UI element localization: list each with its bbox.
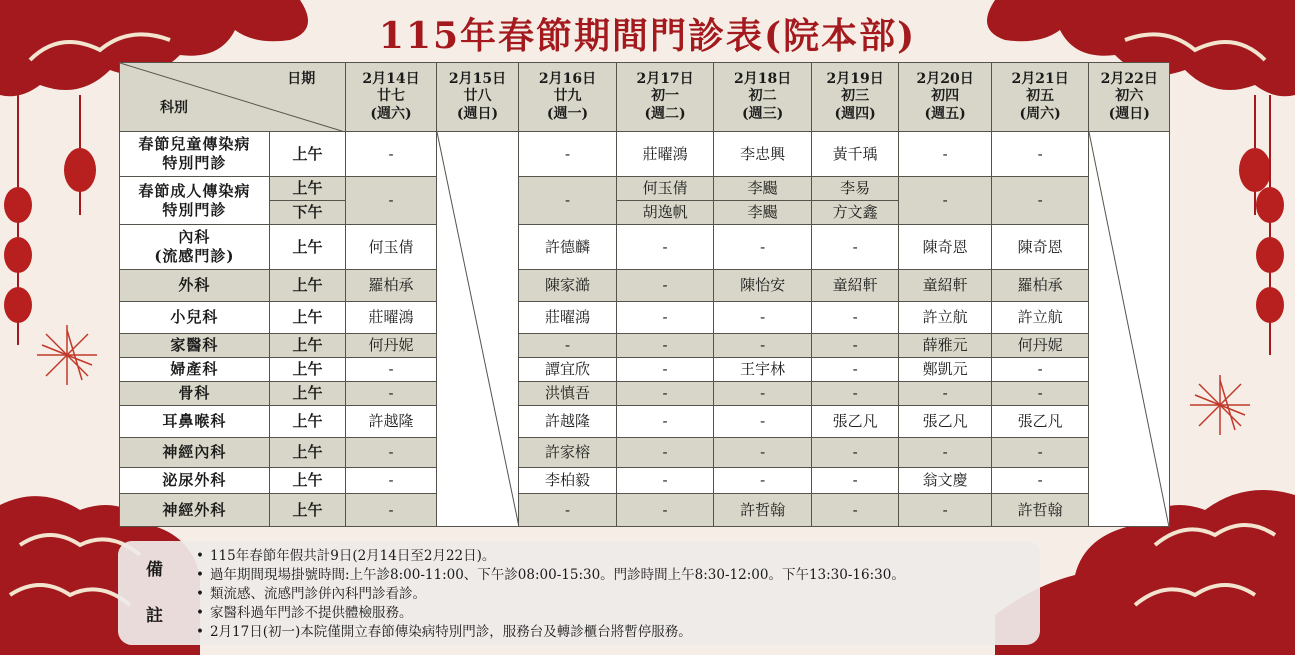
- slot-cell: 上午: [269, 132, 345, 177]
- schedule-cell: -: [899, 382, 992, 406]
- schedule-cell: -: [616, 358, 714, 382]
- schedule-cell: -: [899, 494, 992, 527]
- schedule-cell: 王宇林: [714, 358, 812, 382]
- schedule-cell: -: [519, 494, 617, 527]
- notes-heading-bottom: 註: [146, 606, 163, 626]
- slot-cell: 上午: [269, 468, 345, 494]
- schedule-cell: 何玉倩: [346, 225, 437, 270]
- schedule-cell: 鄭凱元: [899, 358, 992, 382]
- schedule-cell: 陳家澔: [519, 270, 617, 302]
- schedule-cell: 許家榕: [519, 438, 617, 468]
- schedule-cell: -: [811, 302, 898, 334]
- schedule-cell: -: [616, 382, 714, 406]
- day-header-0222: 2月22日 初六 (週日): [1089, 63, 1170, 132]
- note-item: • 類流感、流感門診併內科門診看診。: [196, 585, 905, 604]
- dept-child-infectious: 春節兒童傳染病 特別門診: [120, 132, 270, 177]
- schedule-cell: -: [714, 225, 812, 270]
- firework-icon: [1185, 370, 1255, 440]
- dept-pediatrics: 小兒科: [120, 302, 270, 334]
- note-item: • 2月17日(初一)本院僅開立春節傳染病特別門診，服務台及轉診櫃台將暫停服務。: [196, 623, 905, 642]
- firework-icon: [32, 320, 102, 390]
- schedule-cell: 莊曜鴻: [616, 132, 714, 177]
- schedule-cell: 許立航: [899, 302, 992, 334]
- schedule-cell: 方文鑫: [811, 201, 898, 225]
- schedule-cell: 翁文慶: [899, 468, 992, 494]
- dept-obgyn: 婦產科: [120, 358, 270, 382]
- slot-cell: 上午: [269, 494, 345, 527]
- schedule-cell: -: [519, 177, 617, 225]
- slot-cell: 上午: [269, 334, 345, 358]
- schedule-cell: 胡逸帆: [616, 201, 714, 225]
- schedule-cell: -: [991, 438, 1089, 468]
- slot-cell: 上午: [269, 382, 345, 406]
- page-title: 115年春節期間門診表(院本部): [378, 15, 917, 57]
- schedule-cell: -: [811, 358, 898, 382]
- slot-cell: 上午: [269, 270, 345, 302]
- schedule-cell: 童紹軒: [899, 270, 992, 302]
- schedule-cell: -: [714, 382, 812, 406]
- schedule-cell: 何丹妮: [991, 334, 1089, 358]
- schedule-cell: 許哲翰: [714, 494, 812, 527]
- schedule-cell: 莊曜鴻: [519, 302, 617, 334]
- schedule-cell: 羅柏承: [991, 270, 1089, 302]
- schedule-cell: -: [616, 406, 714, 438]
- schedule-cell: 陳怡安: [714, 270, 812, 302]
- slot-cell: 上午: [269, 358, 345, 382]
- schedule-cell: -: [616, 334, 714, 358]
- note-item: • 115年春節年假共計9日(2月14日至2月22日)。: [196, 547, 905, 566]
- schedule-cell: -: [811, 468, 898, 494]
- clinic-schedule-table: [119, 62, 1170, 527]
- dept-ent: 耳鼻喉科: [120, 406, 270, 438]
- schedule-cell: -: [519, 132, 617, 177]
- schedule-cell: -: [346, 132, 437, 177]
- lantern-decoration-left: [0, 95, 110, 355]
- schedule-cell: -: [811, 438, 898, 468]
- schedule-cell: -: [811, 225, 898, 270]
- schedule-cell: -: [346, 382, 437, 406]
- schedule-cell: -: [811, 334, 898, 358]
- notes-list: [196, 547, 905, 642]
- schedule-cell: -: [811, 382, 898, 406]
- schedule-cell: -: [991, 468, 1089, 494]
- schedule-cell: -: [616, 302, 714, 334]
- schedule-cell: -: [714, 302, 812, 334]
- slot-cell: 上午: [269, 225, 345, 270]
- dept-neurosurgery: 神經外科: [120, 494, 270, 527]
- slot-cell: 上午: [269, 177, 345, 201]
- schedule-cell: 羅柏承: [346, 270, 437, 302]
- schedule-cell: -: [899, 177, 992, 225]
- schedule-cell: 李柏毅: [519, 468, 617, 494]
- schedule-cell: -: [346, 468, 437, 494]
- schedule-cell: -: [346, 494, 437, 527]
- schedule-cell: 莊曜鴻: [346, 302, 437, 334]
- note-item: • 家醫科過年門診不提供體檢服務。: [196, 604, 905, 623]
- schedule-cell: -: [346, 438, 437, 468]
- slot-cell: 上午: [269, 438, 345, 468]
- schedule-cell: -: [714, 438, 812, 468]
- schedule-cell: -: [616, 494, 714, 527]
- dept-adult-infectious: 春節成人傳染病 特別門診: [120, 177, 270, 225]
- dept-label: 科別: [160, 99, 188, 116]
- day-header-0221: 2月21日 初五 (周六): [991, 63, 1089, 132]
- corner-header: [120, 63, 346, 132]
- schedule-cell: 李颺: [714, 201, 812, 225]
- note-item: • 過年期間現場掛號時間:上午診8:00-11:00、下午診08:00-15:30。門診時間上午8:30-12:00。下午13:30-16:30。: [196, 566, 905, 585]
- day-header-0217: 2月17日 初一 (週二): [616, 63, 714, 132]
- schedule-cell: -: [714, 468, 812, 494]
- day-header-0219: 2月19日 初三 (週四): [811, 63, 898, 132]
- dept-family-medicine: 家醫科: [120, 334, 270, 358]
- slot-cell: 上午: [269, 406, 345, 438]
- schedule-cell: 許越隆: [346, 406, 437, 438]
- schedule-cell: 何丹妮: [346, 334, 437, 358]
- schedule-cell: 陳奇恩: [991, 225, 1089, 270]
- schedule-cell: -: [714, 334, 812, 358]
- dept-neurology: 神經內科: [120, 438, 270, 468]
- schedule-cell: -: [811, 494, 898, 527]
- schedule-cell: -: [991, 132, 1089, 177]
- schedule-cell: -: [616, 438, 714, 468]
- schedule-cell: 李忠興: [714, 132, 812, 177]
- schedule-cell: 何玉倩: [616, 177, 714, 201]
- schedule-cell: -: [616, 468, 714, 494]
- schedule-cell: 薛雅元: [899, 334, 992, 358]
- schedule-cell: 洪慎吾: [519, 382, 617, 406]
- schedule-cell: 許哲翰: [991, 494, 1089, 527]
- schedule-cell: 黃千瑀: [811, 132, 898, 177]
- schedule-cell: 張乙凡: [991, 406, 1089, 438]
- schedule-cell: -: [346, 358, 437, 382]
- schedule-cell: 李颺: [714, 177, 812, 201]
- schedule-cell: 陳奇恩: [899, 225, 992, 270]
- date-label: 日期: [287, 71, 316, 87]
- day-header-0220: 2月20日 初四 (週五): [899, 63, 992, 132]
- schedule-cell: -: [519, 334, 617, 358]
- day-header-0216: 2月16日 廿九 (週一): [519, 63, 617, 132]
- schedule-cell: 張乙凡: [811, 406, 898, 438]
- dept-internal-medicine: 內科 (流感門診): [120, 225, 270, 270]
- lantern-decoration-right: [1170, 95, 1295, 365]
- schedule-cell: -: [991, 382, 1089, 406]
- schedule-cell: 張乙凡: [899, 406, 992, 438]
- day-header-0215: 2月15日 廿八 (週日): [436, 63, 518, 132]
- schedule-cell: -: [616, 270, 714, 302]
- day-header-0218: 2月18日 初二 (週三): [714, 63, 812, 132]
- schedule-cell: 童紹軒: [811, 270, 898, 302]
- day-header-0214: 2月14日 廿七 (週六): [346, 63, 437, 132]
- schedule-cell: -: [991, 177, 1089, 225]
- dept-surgery: 外科: [120, 270, 270, 302]
- schedule-cell: 許立航: [991, 302, 1089, 334]
- schedule-cell: -: [991, 358, 1089, 382]
- schedule-cell: -: [899, 132, 992, 177]
- slot-cell: 上午: [269, 302, 345, 334]
- schedule-cell: -: [616, 225, 714, 270]
- dept-urology: 泌尿外科: [120, 468, 270, 494]
- schedule-cell: 許越隆: [519, 406, 617, 438]
- closed-day-0222: [1089, 132, 1170, 527]
- closed-day-0215: [436, 132, 518, 527]
- dept-orthopedics: 骨科: [120, 382, 270, 406]
- schedule-cell: 李易: [811, 177, 898, 201]
- notes-panel: [118, 541, 1040, 645]
- schedule-cell: 譚宜欣: [519, 358, 617, 382]
- slot-cell: 下午: [269, 201, 345, 225]
- schedule-cell: -: [714, 406, 812, 438]
- schedule-cell: -: [346, 177, 437, 225]
- notes-heading-top: 備: [146, 560, 163, 580]
- schedule-cell: 許德麟: [519, 225, 617, 270]
- schedule-cell: -: [899, 438, 992, 468]
